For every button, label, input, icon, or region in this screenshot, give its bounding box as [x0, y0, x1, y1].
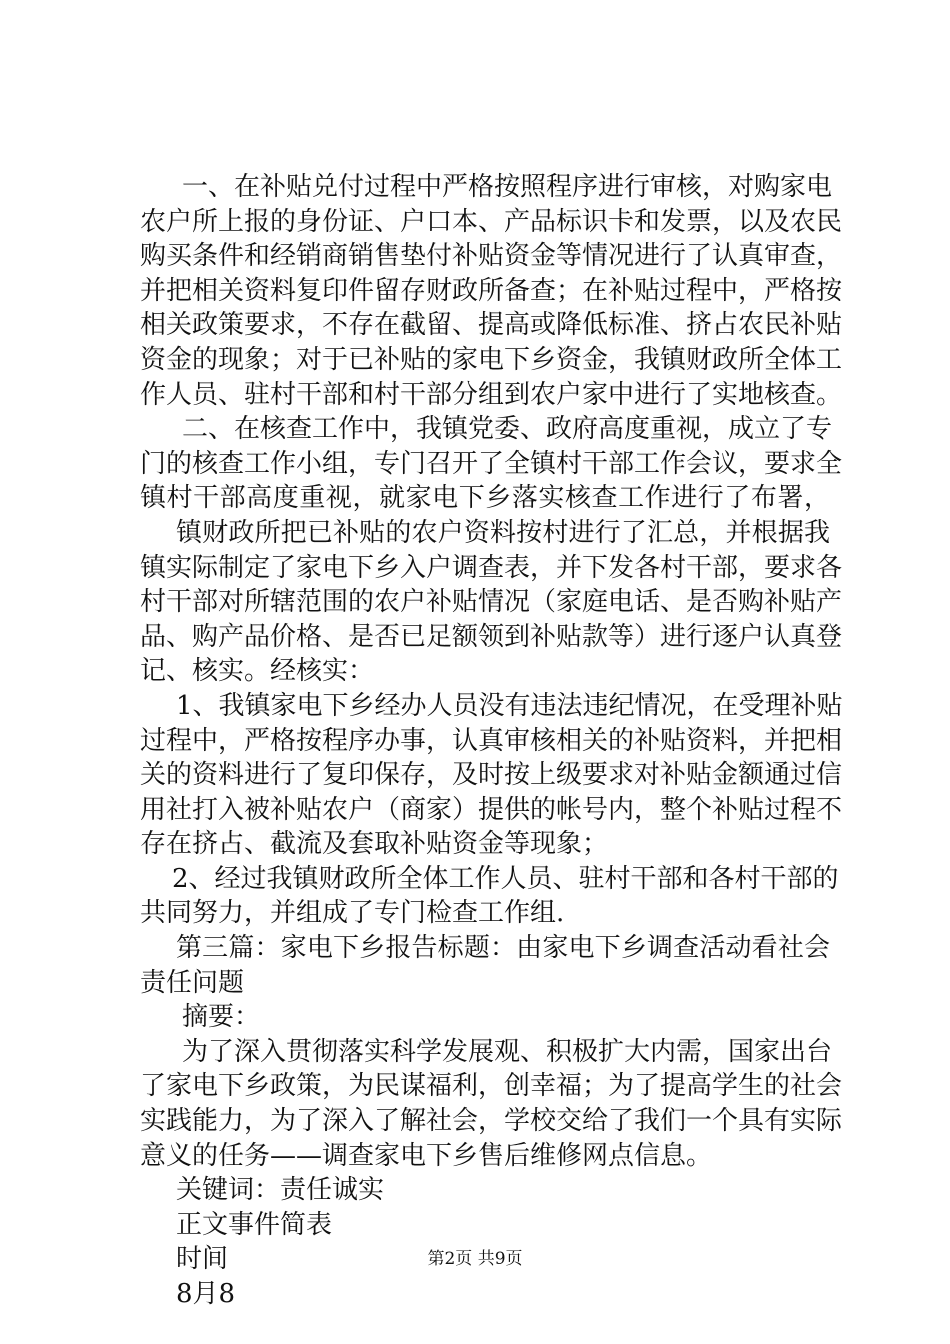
paragraph-6: [140, 931, 830, 1000]
text-line: 资金的现象；对于已补贴的家电下乡资金，我镇财政所全体工: [140, 344, 843, 375]
text-line: 责任问题: [140, 967, 245, 998]
text-line: 了家电下乡政策，为民谋福利，创幸福；为了提高学生的社会: [140, 1071, 843, 1102]
text-line: 正文事件简表: [176, 1209, 333, 1240]
text-line: 关键词：责任诚实: [176, 1175, 385, 1206]
text-line: 农户所上报的身份证、户口本、产品标识卡和发票，以及农民: [140, 206, 843, 237]
document-body: [140, 170, 843, 1312]
text-line: 第三篇：家电下乡报告标题：由家电下乡调查活动看社会: [176, 933, 830, 964]
text-line: 实践能力，为了深入了解社会，学校交给了我们一个具有实际: [140, 1106, 843, 1137]
text-line: 关的资料进行了复印保存，及时按上级要求对补贴金额通过信: [140, 760, 843, 791]
text-line: 村干部对所辖范围的农户补贴情况（家庭电话、是否购补贴产: [140, 587, 843, 618]
text-line: 存在挤占、截流及套取补贴资金等现象；: [140, 829, 609, 860]
text-line: 过程中，严格按程序办事，认真审核相关的补贴资料，并把相: [140, 725, 843, 756]
paragraph-8: [140, 1035, 843, 1173]
text-line: 共同努力，并组成了专门检查工作组.: [140, 898, 565, 929]
text-line: 品、购产品价格、是否已足额领到补贴款等）进行逐户认真登: [140, 621, 843, 652]
text-line: 1、我镇家电下乡经办人员没有违法违纪情况，在受理补贴: [176, 690, 843, 721]
text-line: 8月8: [176, 1279, 236, 1309]
paragraph-9: [140, 1173, 830, 1208]
text-line: 一、在补贴兑付过程中严格按照程序进行审核，对购家电: [182, 172, 833, 202]
page-footer: [0, 1244, 950, 1269]
text-line: 摘要：: [182, 1002, 261, 1033]
paragraph-5: [140, 862, 839, 931]
text-line: 为了深入贯彻落实科学发展观、积极扩大内需，国家出台: [182, 1036, 833, 1067]
paragraph-10: [140, 1208, 830, 1243]
paragraph-1: [140, 170, 843, 412]
paragraph-12: [140, 1277, 830, 1312]
text-line: 2、经过我镇财政所全体工作人员、驻村干部和各村干部的: [172, 863, 839, 894]
text-line: 门的核查工作小组，专门召开了全镇村干部工作会议，要求全: [140, 448, 843, 479]
text-line: 记、核实。经核实：: [140, 656, 375, 687]
text-line: 二、在核查工作中，我镇党委、政府高度重视，成立了专: [182, 414, 833, 445]
text-line: 并把相关资料复印件留存财政所备查；在补贴过程中，严格按: [140, 275, 843, 306]
text-line: 相关政策要求，不存在截留、提高或降低标准、挤占农民补贴: [140, 310, 843, 341]
paragraph-2: [140, 412, 843, 516]
paragraph-4: [140, 689, 843, 862]
text-line: 时间: [176, 1244, 229, 1275]
text-line: 购买条件和经销商销售垫付补贴资金等情况进行了认真审查，: [140, 241, 843, 272]
text-line: 用社打入被补贴农户（商家）提供的帐号内，整个补贴过程不: [140, 794, 843, 825]
text-line: 镇实际制定了家电下乡入户调查表，并下发各村干部，要求各: [140, 552, 843, 583]
page-number: 第2页 共9页: [427, 1249, 523, 1269]
text-line: 镇村干部高度重视，就家电下乡落实核查工作进行了布署，: [140, 483, 830, 514]
paragraph-3: [140, 516, 843, 689]
text-line: 作人员、驻村干部和村干部分组到农户家中进行了实地核查。: [140, 379, 843, 410]
text-line: 意义的任务——调查家电下乡售后维修网点信息。: [140, 1140, 713, 1171]
paragraph-7: [140, 1000, 830, 1035]
text-line: 镇财政所把已补贴的农户资料按村进行了汇总，并根据我: [176, 517, 830, 548]
